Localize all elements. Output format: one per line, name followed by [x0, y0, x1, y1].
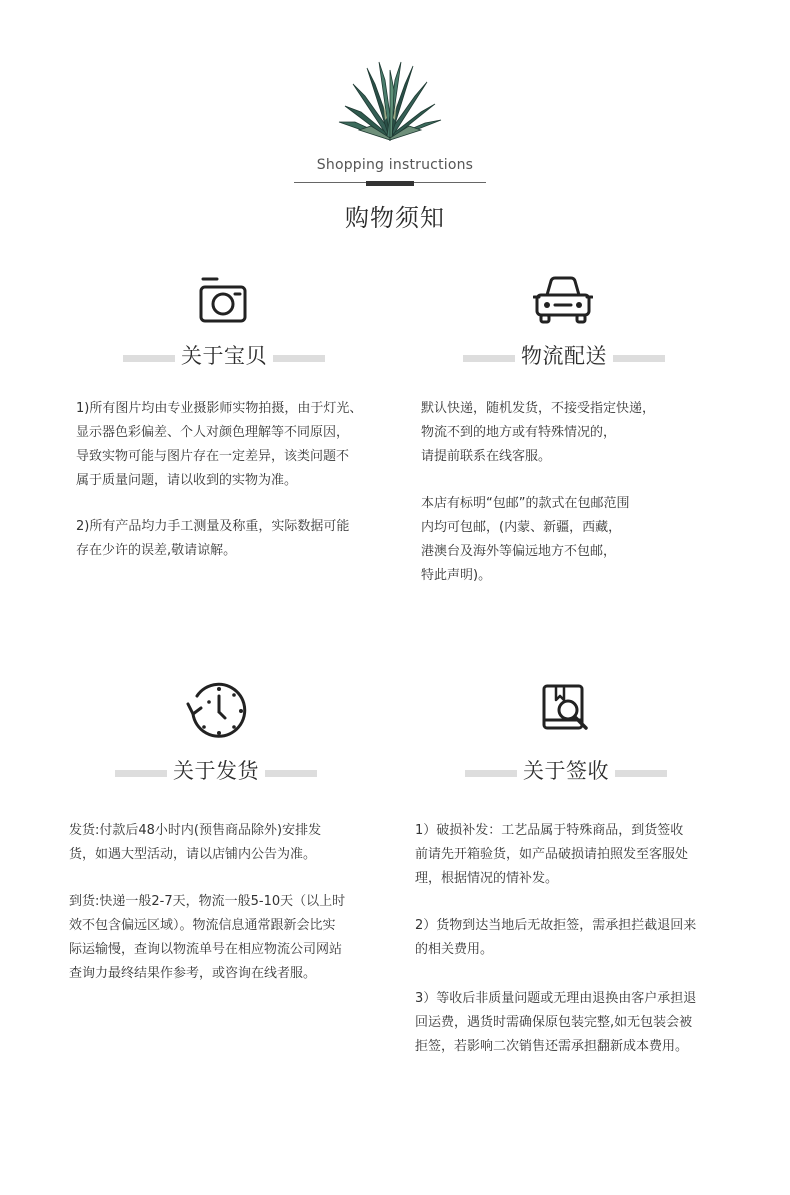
inspect-icon — [538, 680, 598, 740]
plant-illustration — [335, 60, 445, 144]
signing-paragraph-3: 3）等收后非质量问题或无理由退换由客户承担退 回运费，遇货时需确保原包装完整,如无包装会被 拒签，若影响二次销售还需承担翻新成本费用。 — [415, 991, 697, 1054]
logistics-paragraph-1: 默认快递，随机发货，不接受指定快递， 物流不到的地方或有特殊情况的， 请提前联系在线客服。 — [421, 401, 656, 464]
section-title-signing: 关于签收 — [517, 754, 615, 788]
car-icon — [533, 271, 593, 331]
header-divider-accent — [366, 181, 414, 186]
clock-icon — [185, 678, 245, 738]
signing-paragraph-1: 1）破损补发：工艺品属于特殊商品，到货签收 前请先开箱验货，如产品破损请拍照发至客服处 理，根据情况的情补发。 — [415, 823, 689, 886]
product-paragraph-1: 1)所有图片均由专业摄影师实物拍摄，由于灯光、 显示器色彩偏差、个人对颜色理解等不同原因， 导致实物可能与图片存在一定差异，该类问题不 属于质量问题，请以收到的实物为准。 — [76, 401, 363, 488]
section-heading-signing — [465, 754, 667, 790]
logistics-paragraph-2: 本店有标明“包邮”的款式在包邮范围 内均可包邮，(内蒙、新疆，西藏， 港澳台及海外等偏远地方不包邮， 特此声明)。 — [421, 496, 630, 583]
signing-paragraph-2: 2）货物到达当地后无故拒签，需承担拦截退回来 的相关费用。 — [415, 918, 697, 957]
section-title-logistics: 物流配送 — [515, 339, 613, 373]
shipping-paragraph-1: 发货:付款后48小时内(预售商品除外)安排发 货，如遇大型活动，请以店铺内公告为准。 — [69, 823, 322, 862]
section-title-shipping: 关于发货 — [167, 754, 265, 788]
page-subtitle: Shopping instructions — [316, 157, 474, 173]
product-paragraph-2: 2)所有产品均力手工测量及称重，实际数据可能 存在少许的误差,敬请谅解。 — [76, 519, 350, 558]
page-title: 购物须知 — [345, 204, 445, 232]
section-heading-shipping — [115, 754, 317, 790]
section-title-product: 关于宝贝 — [175, 339, 273, 373]
section-heading-logistics — [463, 339, 665, 375]
shipping-paragraph-2: 到货:快递一般2-7天，物流一般5-10天（以上时 效不包含偏远区域）。物流信息通常跟新会比实 际运输慢，查询以物流单号在相应物流公司网站 查询力最终结果作参考，或咨询在线者服。 — [69, 894, 346, 981]
section-heading-product — [123, 339, 325, 375]
camera-icon — [193, 271, 253, 331]
